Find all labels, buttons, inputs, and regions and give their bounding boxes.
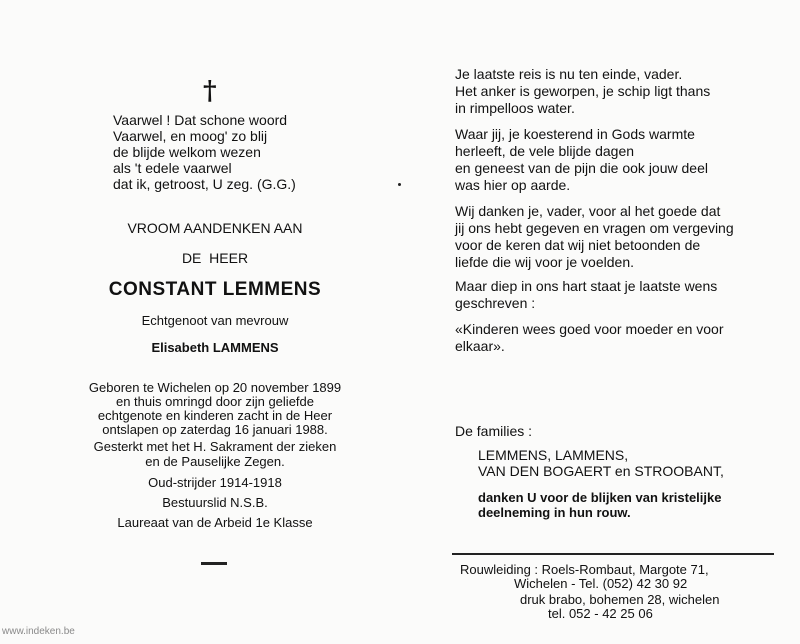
verse-line: herleeft, de vele blijde dagen [455, 143, 635, 159]
printer-phone: tel. 052 - 42 25 06 [548, 606, 653, 621]
verse-line: elkaar». [455, 338, 505, 354]
thanks-line: danken U voor de blijken van kristelijke [478, 490, 722, 505]
bio-laureate: Laureaat van de Arbeid 1e Klasse [117, 515, 313, 530]
spouse-intro: Echtgenoot van mevrouw [141, 313, 289, 328]
poem-line: dat ik, getroost, U zeg. (G.G.) [113, 176, 296, 192]
poem [113, 112, 296, 192]
bio-line: Geboren te Wichelen op 20 november 1899 [88, 380, 342, 395]
right-paragraph-5 [455, 321, 724, 355]
family-names [478, 447, 724, 479]
verse-line: geschreven : [455, 295, 536, 311]
deceased-name: CONSTANT LEMMENS [108, 279, 322, 300]
funeral-phone: Wichelen - Tel. (052) 42 30 92 [514, 576, 688, 591]
bio-line: en de Pauselijke Zegen. [145, 454, 285, 469]
cross-icon: † [203, 76, 217, 106]
verse-line: liefde die wij voor je voelden. [455, 254, 634, 270]
verse-line: Je laatste reis is nu ten einde, vader. [455, 66, 683, 82]
ornament-dash [201, 562, 227, 565]
thanks-line: deelneming in hun rouw. [478, 505, 631, 520]
fold-dot [398, 183, 401, 186]
poem-line: de blijde welkom wezen [113, 144, 261, 160]
bio-line: ontslapen op zaterdag 16 januari 1988. [102, 422, 328, 437]
bio-line: en thuis omringd door zijn geliefde [115, 394, 314, 409]
verse-line: voor de keren dat wij niet betoonden de [455, 237, 701, 253]
watermark: www.indeken.be [2, 626, 75, 637]
verse-line: Wij danken je, vader, voor al het goede dat [455, 203, 721, 219]
footer-divider [452, 553, 774, 555]
poem-line: als 't edele vaarwel [113, 160, 232, 176]
right-paragraph-1 [455, 66, 710, 117]
verse-line: Maar diep in ons hart staat je laatste wens [455, 278, 718, 294]
verse-line: «Kinderen wees goed voor moeder en voor [455, 321, 724, 337]
spouse-name: Elisabeth LAMMENS [151, 340, 279, 355]
biography-birth [70, 381, 360, 437]
verse-line: en geneest van de pijn die ook jouw deel [455, 160, 708, 176]
bio-line: echtgenote en kinderen zacht in de Heer [97, 408, 333, 423]
family-name-line: LEMMENS, LAMMENS, [478, 447, 629, 463]
bio-board: Bestuurslid N.S.B. [162, 495, 268, 510]
verse-line: was hier op aarde. [455, 177, 571, 193]
memory-heading: VROOM AANDENKEN AAN [127, 220, 303, 236]
right-paragraph-4 [455, 278, 717, 312]
title-heading: DE HEER [181, 250, 249, 266]
verse-line: jij ons hebt gegeven en vragen om vergeving [455, 220, 734, 236]
poem-line: Vaarwel ! Dat schone woord [113, 112, 288, 128]
families-intro: De families : [455, 423, 533, 439]
poem-line: Vaarwel, en moog' zo blij [113, 128, 268, 144]
bio-line: Gesterkt met het H. Sakrament der zieken [93, 439, 337, 454]
funeral-director: Rouwleiding : Roels-Rombaut, Margote 71, [460, 562, 709, 577]
verse-line: Waar jij, je koesterend in Gods warmte [455, 126, 695, 142]
biography-sacrament [70, 439, 360, 469]
right-paragraph-2 [455, 126, 708, 194]
printer-address: druk brabo, bohemen 28, wichelen [520, 592, 720, 607]
bio-veteran: Oud-strijder 1914-1918 [148, 475, 282, 490]
verse-line: Het anker is geworpen, je schip ligt thans [455, 83, 711, 99]
family-name-line: VAN DEN BOGAERT en STROOBANT, [478, 463, 724, 479]
family-thanks [478, 490, 721, 520]
verse-line: in rimpelloos water. [455, 100, 575, 116]
right-paragraph-3 [455, 203, 734, 271]
